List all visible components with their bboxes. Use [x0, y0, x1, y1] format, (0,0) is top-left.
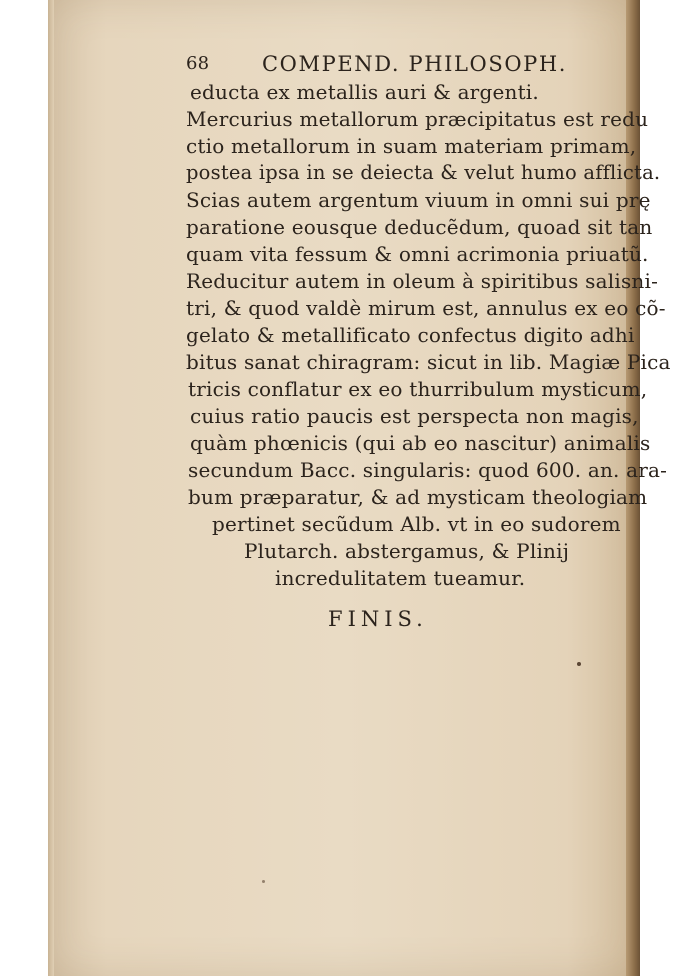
text-line-19: incredulitatem tueamur.	[275, 566, 526, 590]
finis-label: FINIS.	[328, 607, 428, 631]
text-line-15: secundum Bacc. singularis: quod 600. an. ara-	[188, 458, 668, 482]
page-number: 68	[186, 53, 210, 74]
text-line-17: pertinet secũdum Alb. vt in eo sudorem	[212, 512, 621, 536]
text-line-14: quàm phœnicis (qui ab eo nascitur) animalis	[190, 431, 651, 455]
text-line-12: tricis conflatur ex eo thurribulum mysticum,	[188, 377, 648, 401]
page-left-edge	[48, 0, 54, 976]
text-line-18: Plutarch. abstergamus, & Plinij	[244, 539, 570, 563]
running-head: COMPEND. PHILOSOPH.	[262, 52, 568, 76]
text-line-13: cuius ratio paucis est perspecta non magis,	[190, 404, 639, 428]
ink-speck	[262, 880, 265, 883]
text-line-4: postea ipsa in se deiecta & velut humo afflicta.	[186, 161, 661, 184]
text-line-10: gelato & metallificato confectus digito adhi	[186, 323, 635, 347]
text-line-7: quam vita fessum & omni acrimonia priuatũ.	[186, 242, 649, 266]
text-line-5: Scias autem argentum viuum in omni sui prę	[186, 188, 651, 212]
text-line-8: Reducitur autem in oleum à spiritibus salisni-	[186, 269, 659, 293]
ink-speck	[577, 662, 581, 666]
text-line-2: Mercurius metallorum præcipitatus est redu	[186, 107, 649, 131]
text-line-9: tri, & quod valdè mirum est, annulus ex eo cõ-	[186, 296, 666, 320]
text-line-3: ctio metallorum in suam materiam primam,	[186, 134, 637, 158]
text-line-16: bum præparatur, & ad mysticam theologiam	[188, 485, 648, 509]
text-line-1: educta ex metallis auri & argenti.	[190, 80, 539, 104]
text-line-11: bitus sanat chiragram: sicut in lib. Magiæ Pica	[186, 350, 671, 374]
text-line-6: paratione eousque deducẽdum, quoad sit tan	[186, 215, 653, 239]
